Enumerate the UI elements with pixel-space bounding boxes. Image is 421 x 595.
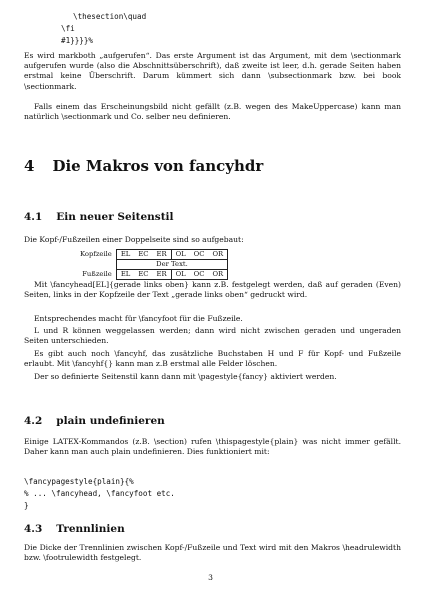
paragraph: L und R können weggelassen werden; dann wird nicht zwischen geraden und ungeraden Seiten unterschieden. (24, 326, 401, 346)
table-cell: EC (134, 270, 152, 280)
section-number: 4 (24, 157, 35, 175)
table-cell: OC (190, 250, 209, 260)
subsection-number: 4.3 (24, 523, 43, 535)
paragraph: Falls einem das Erscheinungsbild nicht gefällt (z.B. wegen des MakeUppercase) kann man natürlich \sectionmark und Co. selber neu definieren. (24, 102, 401, 122)
subsection-heading (24, 211, 174, 223)
code-line: % ... \fancyhead, \fancyfoot etc. (24, 489, 175, 498)
paragraph: Die Kopf-/Fußzeilen einer Doppelseite sind so aufgebaut: (24, 235, 244, 244)
paragraph: Einige LATEX-Kommandos (z.B. \section) rufen \thispagestyle{plain} was nicht immer gefällt. Daher kann man auch plain undefinieren. Dies funktioniert mit: (24, 437, 401, 457)
table-cell: OL (171, 270, 190, 280)
paragraph: Mit \fancyhead[EL]{gerade links oben} kann z.B. festgelegt werden, daß auf geraden (Even) Seiten, links in der Kopfzeile der Text „gerade links oben“ gedruckt wird. (24, 280, 401, 300)
table-cell: EL (116, 250, 134, 260)
paragraph: Die Dicke der Trennlinien zwischen Kopf-/Fußzeile und Text wird mit den Makros \headrulewidth bzw. \footrulewidth festgelegt. (24, 543, 401, 563)
code-line: \fi (61, 24, 75, 33)
row-label-header: Kopfzeile (80, 250, 112, 258)
row-label-footer: Fußzeile (82, 270, 112, 278)
page-number: 3 (208, 573, 213, 582)
table-cell: OR (208, 270, 227, 280)
section-heading (24, 157, 263, 175)
code-line: \thesection\quad (73, 12, 147, 21)
subsection-title: Trennlinien (56, 523, 125, 535)
table-cell: OR (208, 250, 227, 260)
paragraph: Es gibt auch noch \fancyhf, das zusätzliche Buchstaben H und F für Kopf- und Fußzeile erlaubt. Mit \fancyhf{} kann man z.B erstmal alle Felder löschen. (24, 349, 401, 369)
table-cell: EL (116, 270, 134, 280)
subsection-heading (24, 415, 165, 427)
code-line: #1}}}}% (61, 36, 94, 45)
paragraph: Der so definierte Seitenstil kann dann mit \pagestyle{fancy} aktiviert werden. (34, 372, 337, 381)
subsection-number: 4.2 (24, 415, 43, 427)
table-cell: ER (152, 270, 171, 280)
table-cell: OL (171, 250, 190, 260)
paragraph: Es wird markboth „aufgerufen“. Das erste Argument ist das Argument, mit dem \sectionmark aufgerufen wurde (also die Abschnittsüberschrift), daß zweite ist leer, d.h. gerade Seiten haben erstmal keine Überschrift. Darum kümmert sich dann \subsectionmark bzw. bei book \sectionmark. (24, 51, 401, 91)
code-line: } (24, 501, 29, 510)
subsection-title: Ein neuer Seitenstil (56, 211, 174, 223)
header-footer-layout-table (76, 249, 228, 280)
subsection-heading (24, 523, 125, 535)
table-body-text: Der Text. (116, 260, 227, 270)
subsection-number: 4.1 (24, 211, 43, 223)
subsection-title: plain undefinieren (56, 415, 165, 427)
table-cell: EC (134, 250, 152, 260)
paragraph: Entsprechendes macht für \fancyfoot für die Fußzeile. (34, 314, 243, 323)
table-cell: ER (152, 250, 171, 260)
section-title: Die Makros von fancyhdr (52, 157, 264, 175)
code-line: \fancypagestyle{plain}{% (24, 477, 134, 486)
table-cell: OC (190, 270, 209, 280)
